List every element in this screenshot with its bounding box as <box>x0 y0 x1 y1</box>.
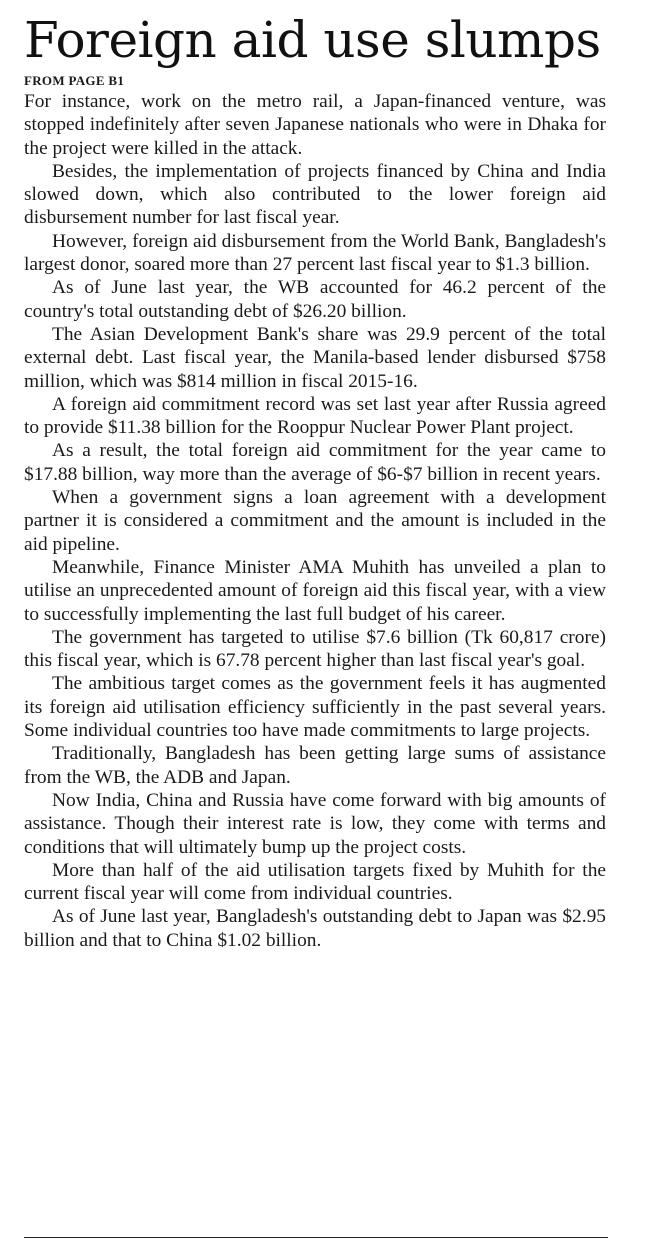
paragraph: Now India, China and Russia have come forward with big amounts of assistance. Though their interest rate is low, they come with terms and conditions that will ultimately bump up the project costs. <box>24 789 606 858</box>
paragraph: A foreign aid commitment record was set last year after Russia agreed to provide $11.38 billion for the Rooppur Nuclear Power Plant project. <box>24 393 606 439</box>
article-body <box>24 90 606 952</box>
paragraph: However, foreign aid disbursement from the World Bank, Bangladesh's largest donor, soared more than 27 percent last fiscal year to $1.3 billion. <box>24 230 606 276</box>
paragraph: The ambitious target comes as the government feels it has augmented its foreign aid utilisation efficiency sufficiently in the past several years. Some individual countries too have made commitments to large projects. <box>24 673 606 742</box>
article <box>24 12 606 952</box>
paragraph: When a government signs a loan agreement with a development partner it is considered a commitment and the amount is included in the aid pipeline. <box>24 487 606 555</box>
paragraph: The Asian Development Bank's share was 29.9 percent of the total external debt. Last fiscal year, the Manila-based lender disbursed $758 million, which was $814 million in fiscal 2015-16. <box>24 323 606 392</box>
paragraph: Traditionally, Bangladesh has been getting large sums of assistance from the WB, the ADB and Japan. <box>24 743 606 788</box>
headline: Foreign aid use slumps <box>24 11 601 69</box>
jump-line: FROM PAGE B1 <box>24 73 125 88</box>
paragraph: Besides, the implementation of projects financed by China and India slowed down, which also contributed to the lower foreign aid disbursement number for last fiscal year. <box>24 160 606 229</box>
paragraph: For instance, work on the metro rail, a Japan-financed venture, was stopped indefinitely after seven Japanese nationals who were in Dhaka for the project were killed in the attack. <box>24 91 606 159</box>
paragraph: Meanwhile, Finance Minister AMA Muhith has unveiled a plan to utilise an unprecedented amount of foreign aid this fiscal year, with a view to successfully implementing the last full budget of his career. <box>24 556 606 625</box>
paragraph: As of June last year, the WB accounted for 46.2 percent of the country's total outstanding debt of $26.20 billion. <box>24 277 606 322</box>
paragraph: As a result, the total foreign aid commitment for the year came to $17.88 billion, way more than the average of $6-$7 billion in recent years. <box>24 440 606 485</box>
bottom-rule <box>24 1237 608 1238</box>
paragraph: The government has targeted to utilise $7.6 billion (Tk 60,817 crore) this fiscal year, which is 67.78 percent higher than last fiscal year's goal. <box>24 626 606 672</box>
paragraph: As of June last year, Bangladesh's outstanding debt to Japan was $2.95 billion and that to China $1.02 billion. <box>24 906 606 951</box>
paragraph: More than half of the aid utilisation targets fixed by Muhith for the current fiscal year will come from individual countries. <box>24 859 606 905</box>
